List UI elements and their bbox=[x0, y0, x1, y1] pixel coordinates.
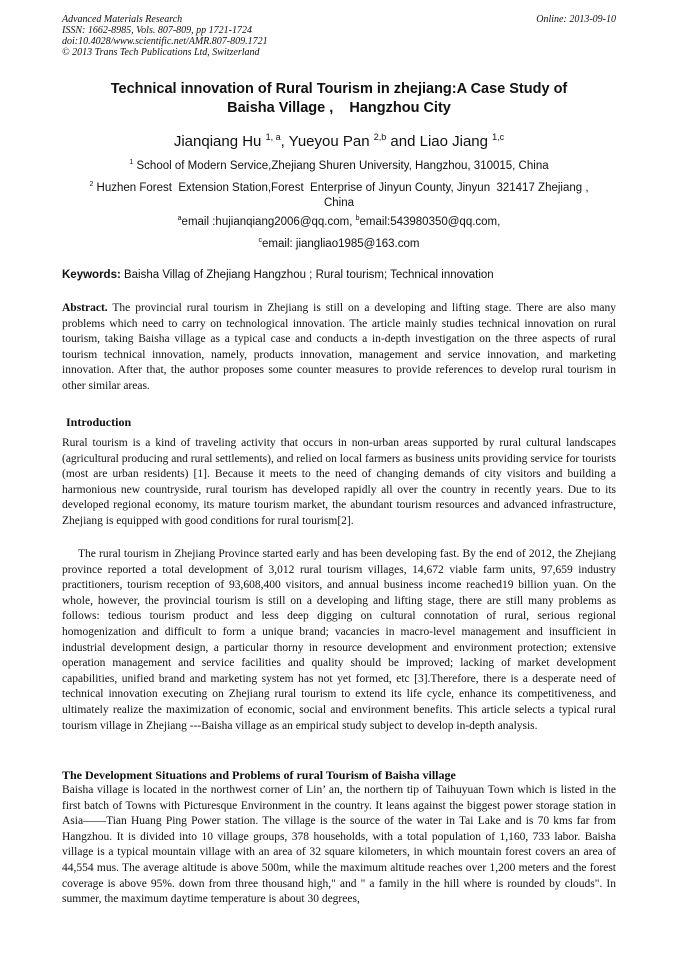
section-heading-development: The Development Situations and Problems of rural Tourism of Baisha village bbox=[62, 768, 456, 782]
email-mark: c bbox=[258, 237, 263, 244]
email-mark: b bbox=[355, 215, 360, 222]
author-list bbox=[62, 127, 616, 152]
keywords bbox=[62, 268, 616, 283]
author-affiliation-mark: 1, a bbox=[265, 132, 281, 142]
author-name: , Yueyou Pan bbox=[280, 133, 370, 150]
abstract-label: Abstract. bbox=[62, 302, 108, 314]
paper-title bbox=[62, 80, 616, 118]
doi-line: doi:10.4028/www.scientific.net/AMR.807-809.1721 bbox=[62, 36, 268, 47]
title-line-1: Technical innovation of Rural Tourism in zhejiang:A Case Study of bbox=[110, 81, 568, 97]
copyright-line: © 2013 Trans Tech Publications Ltd, Switzerland bbox=[62, 47, 260, 58]
online-date: Online: 2013-09-10 bbox=[536, 14, 616, 25]
affiliation-text: School of Modern Service,Zhejiang Shuren University, Hangzhou, 310015, China bbox=[136, 159, 549, 172]
author-affiliation-mark: 1,c bbox=[492, 132, 505, 142]
email-line-2 bbox=[62, 233, 616, 252]
issn-line: ISSN: 1662-8985, Vols. 807-809, pp 1721-1724 bbox=[62, 25, 252, 36]
section-heading-introduction: Introduction bbox=[66, 415, 132, 429]
journal-meta bbox=[62, 14, 268, 58]
keywords-label: Keywords: bbox=[62, 269, 121, 281]
email-address: email :hujianqiang2006@qq.com, bbox=[181, 215, 356, 228]
affiliation-mark: 1 bbox=[129, 159, 134, 166]
affiliation-mark: 2 bbox=[89, 181, 94, 188]
email-address: email:543980350@qq.com, bbox=[359, 215, 501, 228]
email-address: email: jiangliao1985@163.com bbox=[262, 237, 420, 250]
affiliation-text-continued: China bbox=[323, 196, 355, 209]
introduction-paragraph-2: The rural tourism in Zhejiang Province started early and has been developing fast. By the end of 2012, the Zhejiang province reported a total development of 3,012 rural tourism villages, 14,672 viable farm units, 97,659 industry practitioners, tourism reception of 93,608,400 visitors, and annual business income reached19 billion yuan. On the whole, however, the provincial tourism is still on a developing and lifting stage, there are still many problems as follows: tedious tourism product and less deep digging on cultural connotation of rural, serious regional homogenization and difficult to form a unique brand; vacancies in macro-level management and insufficient in industrial development design, a particular thorny in resource development and environment protection; extensive operation management and service facilities and quality should be improved; lacking of market development capabilities, unified brand and marketing system has not yet formed, etc [3].Therefore, there is a desperate need of technical innovation executing on Zhejiang rural tourism to extend its life cycle, enhance its competitiveness, and ultimately realize the maximization of economic, social and environment benefits. This article selects a typical rural tourism village in Zhejiang ---Baisha village as an empirical study subject to develop in-depth analysis. bbox=[62, 548, 616, 732]
introduction-paragraph-1: Rural tourism is a kind of traveling activity that occurs in non-urban areas supported by rural cultural landscapes (agricultural producing and rural settlements), and relied on local farmers as business units providing service for tourists (most are urban residents) [1]. Because it meets to the need of changing demands of city visitors and building a harmonious new countryside, rural tourism has developed rapidly all over the country in recently years. Due to its developed regional economy, its mature tourism market, the abundant tourism resources and advanced infrastructure, Zhejiang is equipped with good conditions for rural tourism[2]. bbox=[62, 437, 616, 527]
affiliation-2 bbox=[62, 177, 616, 211]
affiliation-text: Huzhen Forest Extension Station,Forest Enterprise of Jinyun County, Jinyun 321417 Zhejiang , bbox=[96, 181, 589, 194]
email-mark: a bbox=[177, 215, 182, 222]
author-affiliation-mark: 2,b bbox=[373, 132, 387, 142]
development-paragraph-1: Baisha village is located in the northwest corner of Lin’ an, the northern tip of Taihuyuan Town which is listed in the first batch of Towns with Picturesque Environment in the country. It leans against the biggest power storage station in Asia——Tian Huang Ping Power station. The village is the source of the water in Tai Lake and is 70 kms far from Hangzhou. It is divided into 10 village groups, 378 households, with a total population of 1,160, 733 labor. Baisha village is a typical mountain village with an area of 32 square kilometers, in which mountain forest covers an area of 44,554 mus. The average altitude is above 500m, while the maximum altitude reaches over 1,200 meters and the forest coverage is above 95%. down from three thousand high," and " a family in the hill where is rounded by clouds". In summer, the maximum daytime temperature is about 30 degrees, bbox=[62, 784, 616, 906]
journal-name: Advanced Materials Research bbox=[62, 14, 183, 25]
author-name: and Liao Jiang bbox=[386, 133, 488, 150]
author-name: Jianqiang Hu bbox=[173, 133, 262, 150]
abstract-text: The provincial rural tourism in Zhejiang is still on a developing and lifting stage. There are also many problems which need to carry on technological innovation. The article mainly studies technical innovation on rural tourism, taking Baisha village as a typical case and conducts a in-depth investigation on the three aspects of rural tourism technical innovation, namely, products innovation, management and service innovation, and marketing innovation. After that, the author proposes some counter measures to provide references to develop rural tourism in other similar areas. bbox=[62, 302, 616, 392]
affiliation-1 bbox=[62, 155, 616, 174]
keywords-text: Baisha Villag of Zhejiang Hangzhou ; Rural tourism; Technical innovation bbox=[120, 269, 494, 281]
email-line-1 bbox=[62, 211, 616, 230]
title-line-2: Baisha Village , Hangzhou City bbox=[227, 100, 451, 116]
abstract bbox=[62, 301, 616, 395]
